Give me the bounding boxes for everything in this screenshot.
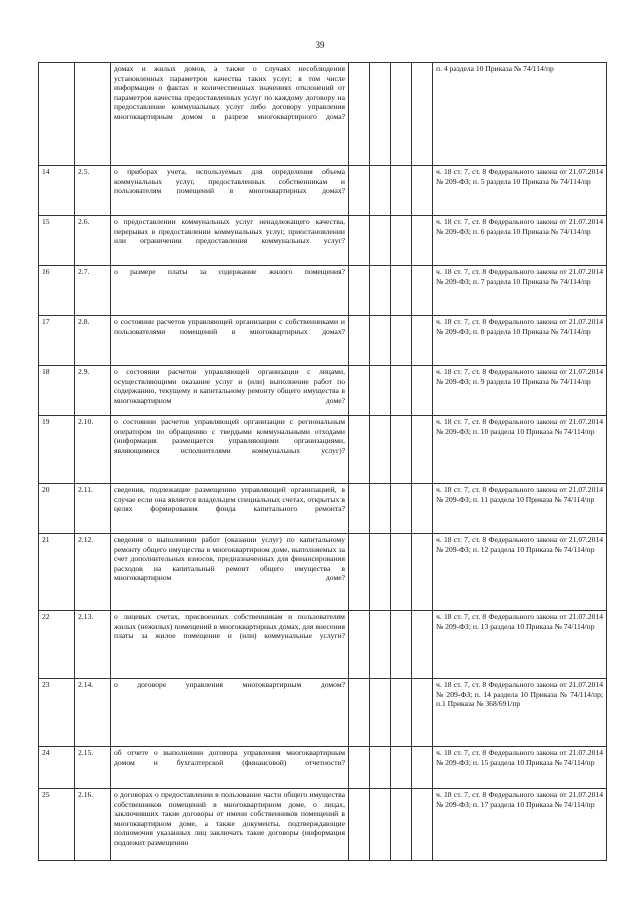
row-answer-no (370, 611, 391, 679)
row-legal-basis: ч. 18 ст. 7, ст. 8 Федерального закона от 21.07.2014 № 209-ФЗ; п. 17 раздела 10 Приказа № 74/114/пр (433, 789, 607, 861)
page-number: 39 (315, 40, 325, 50)
row-answer-na (391, 63, 412, 166)
row-answer-na (391, 534, 412, 611)
row-number: 24 (39, 747, 75, 789)
row-answer-na (391, 679, 412, 747)
row-point (75, 63, 111, 166)
row-answer-na (391, 316, 412, 366)
row-legal-basis: ч. 18 ст. 7, ст. 8 Федерального закона от 21.07.2014 № 209-ФЗ; п. 11 раздела 10 Приказа № 74/114/пр (433, 484, 607, 534)
row-question: о приборах учета, используемых для определения объема коммунальных услуг, предоставленных собственникам и пользователям помещений в многоквартирных домах? (111, 166, 349, 216)
row-number: 22 (39, 611, 75, 679)
row-answer-na (391, 166, 412, 216)
row-legal-basis: ч. 18 ст. 7, ст. 8 Федерального закона от 21.07.2014 № 209-ФЗ; п. 5 раздела 10 Приказа № 74/114/пр (433, 166, 607, 216)
table-row (39, 63, 607, 166)
row-legal-basis: ч. 18 ст. 7, ст. 8 Федерального закона от 21.07.2014 № 209-ФЗ; п. 15 раздела 10 Приказа № 74/114/пр (433, 747, 607, 789)
row-answer-na (391, 416, 412, 484)
row-answer-no (370, 366, 391, 416)
row-legal-basis: ч. 18 ст. 7, ст. 8 Федерального закона от 21.07.2014 № 209-ФЗ; п. 14 раздела 10 Приказа № 74/114/пр; п.1 Приказа № 368/691/пр (433, 679, 607, 747)
row-legal-basis: п. 4 раздела 10 Приказа № 74/114/пр (433, 63, 607, 166)
row-number: 15 (39, 216, 75, 266)
row-answer-note (412, 747, 433, 789)
row-legal-basis: ч. 18 ст. 7, ст. 8 Федерального закона от 21.07.2014 № 209-ФЗ; п. 10 раздела 10 Приказа № 74/114/пр (433, 416, 607, 484)
row-point: 2.8. (75, 316, 111, 366)
row-answer-na (391, 266, 412, 316)
row-question: о состоянии расчетов управляющей организации с собственниками и пользователями помещений в многоквартирных домах? (111, 316, 349, 366)
table-row (39, 166, 607, 216)
row-answer-note (412, 679, 433, 747)
row-question: сведения, подлежащие размещению управляющей организацией, в случае если она является владельцем специальных счетах, открытых в целях формирования фонда капитального ремонта? (111, 484, 349, 534)
row-question: о предоставлении коммунальных услуг ненадлежащего качества, перерывах в предоставлении коммунальных услуг, приостановлении или ограничении предоставления коммунальных услуг? (111, 216, 349, 266)
row-answer-yes (349, 266, 370, 316)
row-number (39, 63, 75, 166)
table-row (39, 484, 607, 534)
row-point: 2.5. (75, 166, 111, 216)
row-point: 2.13. (75, 611, 111, 679)
row-answer-na (391, 611, 412, 679)
row-point: 2.7. (75, 266, 111, 316)
row-answer-no (370, 166, 391, 216)
row-answer-note (412, 789, 433, 861)
row-answer-yes (349, 416, 370, 484)
row-answer-no (370, 216, 391, 266)
row-answer-no (370, 679, 391, 747)
row-number: 16 (39, 266, 75, 316)
row-legal-basis: ч. 18 ст. 7, ст. 8 Федерального закона от 21.07.2014 № 209-ФЗ; п. 7 раздела 10 Приказа № 74/114/пр (433, 266, 607, 316)
row-question: сведения о выполнении работ (оказании услуг) по капитальному ремонту общего имущества в многоквартирном доме, выполняемых за счет дополнительных взносов, предназначенных для финансирования расходов на капитальный ремонт общего имущества в многоквартирном доме? (111, 534, 349, 611)
row-answer-yes (349, 366, 370, 416)
row-question: о состоянии расчетов управляющей организации с лицами, осуществляющими оказание услуг и (или) выполнение работ по содержанию, текущему и капитальному ремонту общего имущества в многоквартирном доме? (111, 366, 349, 416)
row-point: 2.16. (75, 789, 111, 861)
row-question: о договоре управления многоквартирным домом? (111, 679, 349, 747)
row-legal-basis: ч. 18 ст. 7, ст. 8 Федерального закона от 21.07.2014 № 209-ФЗ; п. 12 раздела 10 Приказа № 74/114/пр (433, 534, 607, 611)
table-row (39, 366, 607, 416)
row-answer-note (412, 416, 433, 484)
row-point: 2.11. (75, 484, 111, 534)
row-answer-no (370, 416, 391, 484)
table-row (39, 316, 607, 366)
row-point: 2.14. (75, 679, 111, 747)
row-answer-yes (349, 166, 370, 216)
row-number: 25 (39, 789, 75, 861)
row-answer-yes (349, 789, 370, 861)
row-legal-basis: ч. 18 ст. 7, ст. 8 Федерального закона от 21.07.2014 № 209-ФЗ; п. 9 раздела 10 Приказа № 74/114/пр (433, 366, 607, 416)
row-answer-no (370, 747, 391, 789)
table-row (39, 216, 607, 266)
row-question: об отчете о выполнении договора управления многоквартирным домом и бухгалтерской (финансовой) отчетности? (111, 747, 349, 789)
row-question: о лицевых счетах, присвоенных собственникам и пользователям жилых (нежилых) помещений в многоквартирных домах, для внесения платы за жилое помещение и (или) коммунальные услуги? (111, 611, 349, 679)
row-point: 2.12. (75, 534, 111, 611)
row-answer-no (370, 789, 391, 861)
table-row (39, 534, 607, 611)
row-number: 17 (39, 316, 75, 366)
checklist-rows (39, 63, 607, 861)
row-point: 2.9. (75, 366, 111, 416)
row-answer-yes (349, 316, 370, 366)
row-answer-na (391, 216, 412, 266)
row-answer-no (370, 63, 391, 166)
row-question: о состоянии расчетов управляющей организации с региональным оператором по обращению с твердыми коммунальными отходами (информация размещается управляющими организациями, являющимися исполнителями коммунальных услуг)? (111, 416, 349, 484)
row-answer-note (412, 366, 433, 416)
row-answer-yes (349, 63, 370, 166)
table-row (39, 266, 607, 316)
row-question: домах и жилых домов, а также о случаях несоблюдения установленных параметров качества таких услуг, в том числе информация о фактах и количественных значениях отклонений от параметров качества предоставленных услуг по каждому договору на предоставление коммунальных услуг либо договору управления многоквартирным домом в разрезе многоквартирного дома? (111, 63, 349, 166)
row-point: 2.15. (75, 747, 111, 789)
row-question: о размере платы за содержание жилого помещения? (111, 266, 349, 316)
row-answer-note (412, 63, 433, 166)
row-answer-note (412, 316, 433, 366)
row-answer-yes (349, 216, 370, 266)
table-row (39, 789, 607, 861)
table-row (39, 679, 607, 747)
row-answer-no (370, 266, 391, 316)
row-answer-no (370, 534, 391, 611)
row-answer-yes (349, 484, 370, 534)
row-legal-basis: ч. 18 ст. 7, ст. 8 Федерального закона от 21.07.2014 № 209-ФЗ; п. 8 раздела 10 Приказа № 74/114/пр (433, 316, 607, 366)
row-answer-yes (349, 611, 370, 679)
row-number: 14 (39, 166, 75, 216)
checklist-table (38, 62, 607, 861)
row-answer-no (370, 316, 391, 366)
row-answer-yes (349, 534, 370, 611)
row-legal-basis: ч. 18 ст. 7, ст. 8 Федерального закона от 21.07.2014 № 209-ФЗ; п. 6 раздела 10 Приказа № 74/114/пр (433, 216, 607, 266)
row-answer-na (391, 484, 412, 534)
row-answer-yes (349, 747, 370, 789)
row-answer-na (391, 789, 412, 861)
row-number: 18 (39, 366, 75, 416)
row-question: о договорах о предоставлении в пользование части общего имущества собственников помещений в многоквартирном доме, о лицах, заключивших такие договоры от имени собственников помещений в многоквартирном доме, а также документы, подтверждающие полномочия указанных лиц заключать такие договоры (информация подлежит размещению (111, 789, 349, 861)
row-answer-na (391, 747, 412, 789)
row-answer-note (412, 266, 433, 316)
row-answer-note (412, 484, 433, 534)
table-row (39, 747, 607, 789)
row-number: 19 (39, 416, 75, 484)
row-number: 21 (39, 534, 75, 611)
row-number: 20 (39, 484, 75, 534)
row-answer-yes (349, 679, 370, 747)
row-answer-note (412, 166, 433, 216)
row-point: 2.10. (75, 416, 111, 484)
row-number: 23 (39, 679, 75, 747)
table-row (39, 611, 607, 679)
row-answer-no (370, 484, 391, 534)
table-row (39, 416, 607, 484)
row-point: 2.6. (75, 216, 111, 266)
row-answer-note (412, 216, 433, 266)
row-answer-note (412, 534, 433, 611)
row-answer-note (412, 611, 433, 679)
row-legal-basis: ч. 18 ст. 7, ст. 8 Федерального закона от 21.07.2014 № 209-ФЗ; п. 13 раздела 10 Приказа № 74/114/пр (433, 611, 607, 679)
row-answer-na (391, 366, 412, 416)
